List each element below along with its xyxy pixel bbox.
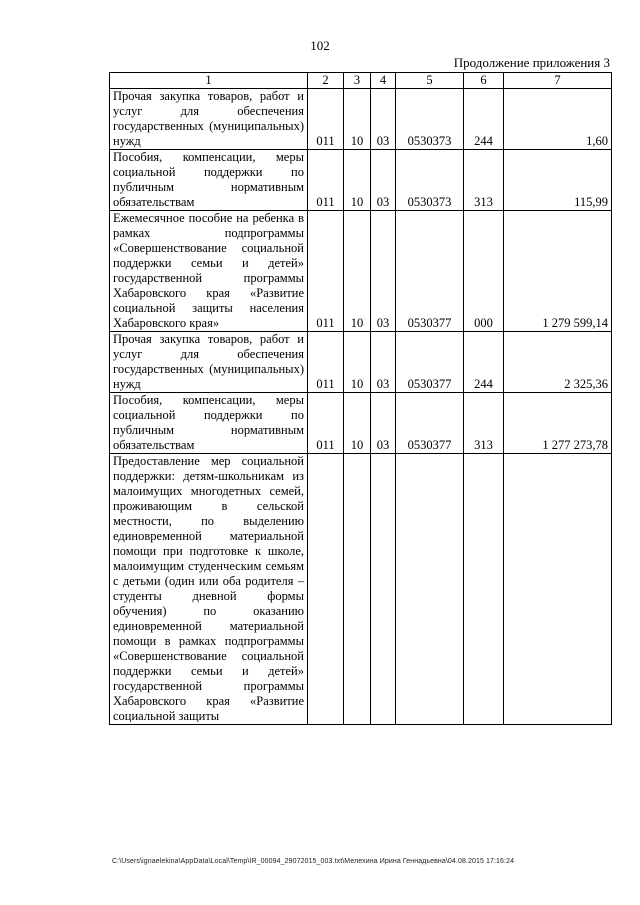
cell-expense-type — [464, 454, 504, 725]
cell-subsection: 03 — [371, 150, 396, 211]
cell-ministry: 011 — [308, 332, 344, 393]
cell-subsection — [371, 454, 396, 725]
row-name-text: Ежемесячное пособие на ребенка в рамках подпрограммы «Совершенствование социальной поддержки семьи и детей» государственной программы Хабаровского края «Развитие социальной защиты населения Хабаровского края» — [113, 211, 304, 330]
cell-ministry — [308, 454, 344, 725]
cell-target-item — [396, 454, 464, 725]
cell-target-item: 0530373 — [396, 150, 464, 211]
cell-amount: 1 279 599,14 — [504, 211, 612, 332]
page-number: 102 — [310, 38, 330, 53]
header-col-7: 7 — [504, 73, 612, 89]
row-name-text: Предоставление мер социальной поддержки: детям-школьникам из малоимущих многодетных семей, проживающим в сельской местности, по выделению единовременной материальной помощи при подготовке к школе, малоимущим студенческим семьям с детьми (один или оба родителя – студенты дневной формы обучения) по оказанию единовременной материальной помощи в рамках подпрограммы «Совершенствование социальной поддержки семьи и детей» государственной программы Хабаровского края «Развитие социальной защиты — [113, 454, 304, 723]
table-row — [110, 211, 612, 332]
header-col-3: 3 — [344, 73, 371, 89]
row-name — [110, 89, 308, 150]
cell-ministry: 011 — [308, 393, 344, 454]
cell-ministry: 011 — [308, 150, 344, 211]
cell-expense-type: 000 — [464, 211, 504, 332]
header-row — [110, 73, 612, 89]
cell-ministry: 011 — [308, 211, 344, 332]
cell-amount: 2 325,36 — [504, 332, 612, 393]
row-name — [110, 393, 308, 454]
cell-section — [344, 454, 371, 725]
cell-amount: 1 277 273,78 — [504, 393, 612, 454]
table-row — [110, 150, 612, 211]
budget-table — [109, 72, 612, 725]
table-row — [110, 393, 612, 454]
cell-amount — [504, 454, 612, 725]
row-name-text: Пособия, компенсации, меры социальной поддержки по публичным нормативным обязательствам — [113, 150, 304, 209]
table-row — [110, 454, 612, 725]
cell-subsection: 03 — [371, 332, 396, 393]
cell-expense-type: 313 — [464, 393, 504, 454]
header-col-1: 1 — [110, 73, 308, 89]
cell-target-item: 0530373 — [396, 89, 464, 150]
cell-ministry: 011 — [308, 89, 344, 150]
cell-amount: 115,99 — [504, 150, 612, 211]
continuation-caption: Продолжение приложения 3 — [453, 55, 610, 70]
row-name — [110, 332, 308, 393]
cell-section: 10 — [344, 89, 371, 150]
row-name-text: Прочая закупка товаров, работ и услуг для обеспечения государственных (муниципальных) нужд — [113, 332, 304, 391]
row-name-text: Прочая закупка товаров, работ и услуг для обеспечения государственных (муниципальных) нужд — [113, 89, 304, 148]
cell-amount: 1,60 — [504, 89, 612, 150]
row-name — [110, 454, 308, 725]
table-row — [110, 332, 612, 393]
cell-expense-type: 313 — [464, 150, 504, 211]
row-name — [110, 211, 308, 332]
cell-section: 10 — [344, 211, 371, 332]
row-name — [110, 150, 308, 211]
header-col-6: 6 — [464, 73, 504, 89]
file-path-footer: C:\Users\ignaelekina\AppData\Local\Temp\IR_00094_29072015_003.txt\Мелехина Ирина Геннадьевна\04.08.2015 17:16:24 — [112, 858, 515, 865]
cell-section: 10 — [344, 332, 371, 393]
cell-section: 10 — [344, 150, 371, 211]
header-col-4: 4 — [371, 73, 396, 89]
header-col-5: 5 — [396, 73, 464, 89]
cell-target-item: 0530377 — [396, 332, 464, 393]
cell-expense-type: 244 — [464, 332, 504, 393]
cell-target-item: 0530377 — [396, 393, 464, 454]
header-col-2: 2 — [308, 73, 344, 89]
table-row — [110, 89, 612, 150]
cell-expense-type: 244 — [464, 89, 504, 150]
cell-subsection: 03 — [371, 393, 396, 454]
cell-target-item: 0530377 — [396, 211, 464, 332]
cell-section: 10 — [344, 393, 371, 454]
cell-subsection: 03 — [371, 211, 396, 332]
cell-subsection: 03 — [371, 89, 396, 150]
row-name-text: Пособия, компенсации, меры социальной поддержки по публичным нормативным обязательствам — [113, 393, 304, 452]
